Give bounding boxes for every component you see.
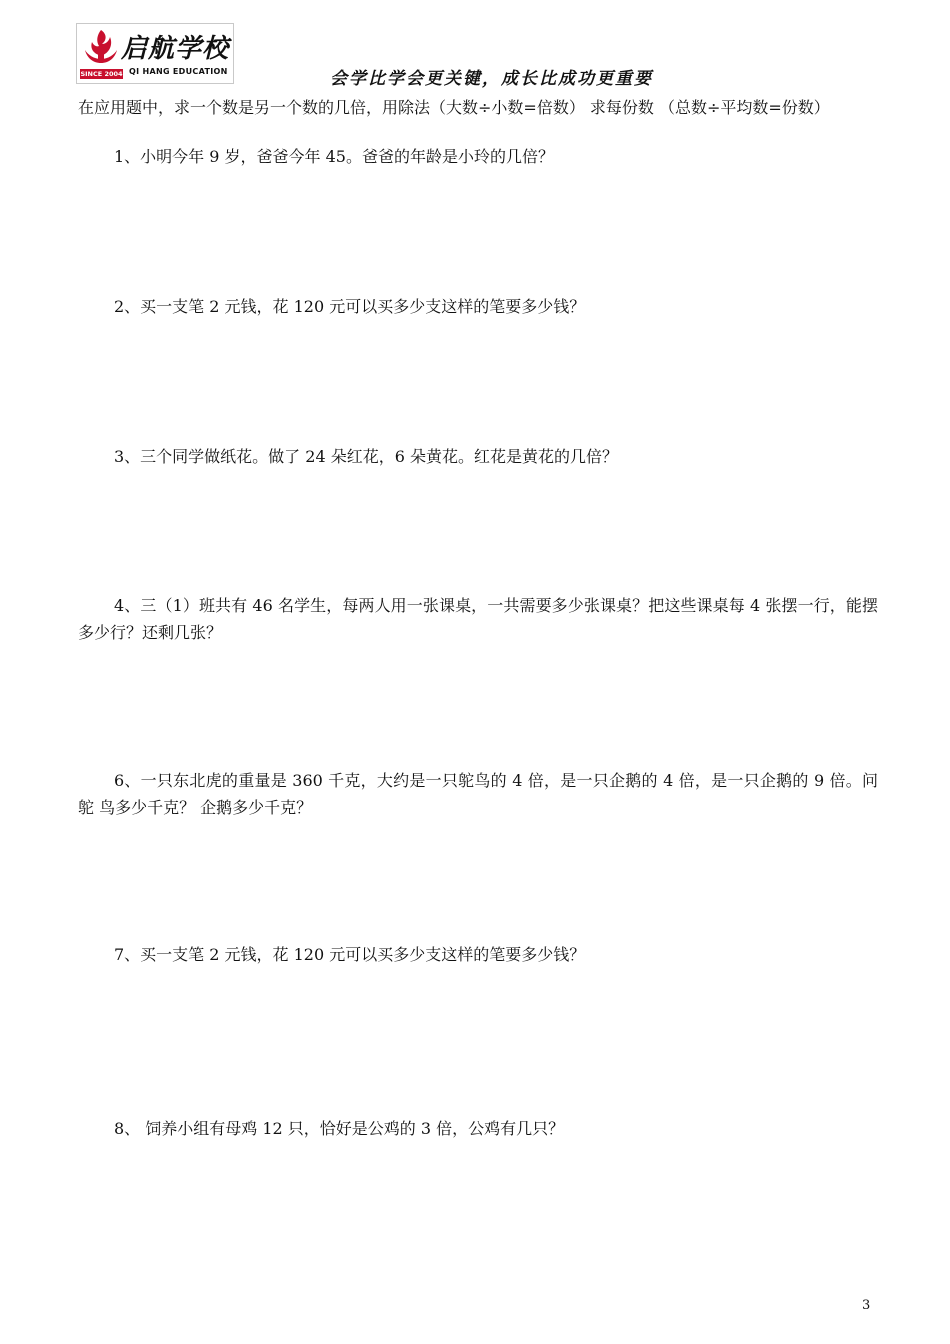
logo-subtitle: QI HANG EDUCATION (129, 67, 228, 76)
intro-paragraph: 在应用题中，求一个数是另一个数的几倍，用除法（大数÷小数=倍数） 求每份数 （总数÷平均数=份数） (78, 98, 830, 117)
question-3: 3、三个同学做纸花。做了 24 朵红花，6 朵黄花。红花是黄花的几倍？ (114, 447, 618, 466)
question-6: 6、一只东北虎的重量是 360 千克，大约是一只鸵鸟的 4 倍，是一只企鹅的 4 倍，是一只企鹅的 9 倍。问鸵 鸟多少千克？ 企鹅多少千克？ (78, 771, 878, 817)
logo-since-badge: SINCE 2004 (80, 70, 123, 78)
question-2: 2、买一支笔 2 元钱，花 120 元可以买多少支这样的笔要多少钱？ (114, 297, 586, 316)
flame-person-icon (77, 24, 125, 70)
school-logo (76, 23, 234, 84)
question-1: 1、小明今年 9 岁，爸爸今年 45。爸爸的年龄是小玲的几倍？ (114, 147, 554, 166)
question-8: 8、 饲养小组有母鸡 12 只，恰好是公鸡的 3 倍，公鸡有几只？ (114, 1119, 565, 1138)
question-7: 7、买一支笔 2 元钱，花 120 元可以买多少支这样的笔要多少钱？ (114, 945, 586, 964)
page-number: 3 (862, 1298, 871, 1313)
header-slogan: 会学比学会更关键，成长比成功更重要 (330, 69, 653, 89)
logo-name: 启航学校 (121, 34, 230, 64)
question-4: 4、三（1）班共有 46 名学生，每两人用一张课桌，一共需要多少张课桌？把这些课桌每 4 张摆一行，能摆 多少行？还剩几张？ (78, 596, 878, 642)
